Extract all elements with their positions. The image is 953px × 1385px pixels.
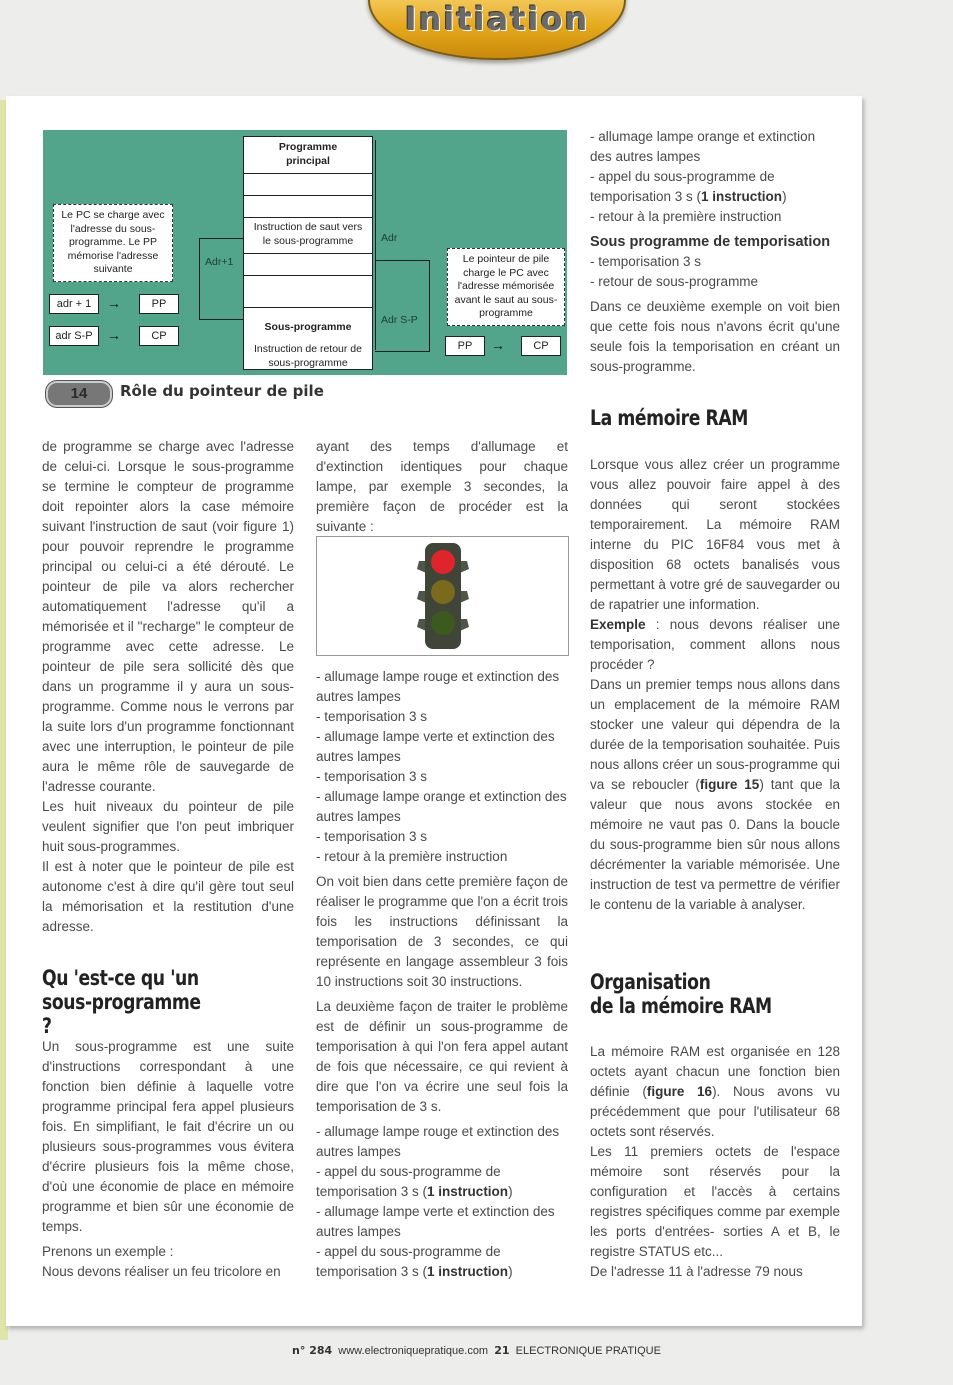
list-item: - allumage lampe orange et extinction des autres lampes (590, 129, 816, 164)
column-2-list (316, 667, 568, 1282)
figure-number-badge: 14 (46, 381, 112, 407)
paragraph: Les 11 premiers octets de l'espace mémoire sont réservés pour la configuration et l'accès à certains registres spécifiques comme par exemple les ports d'entrées- sorties A et B, le registre STATUS etc... (590, 1144, 840, 1259)
figure-caption: Rôle du pointeur de pile (120, 382, 324, 400)
figure-16-ref: figure 16 (646, 1084, 713, 1099)
heading-organisation-ram: Organisation de la mémoire RAM (590, 970, 772, 1018)
subheading-temporisation: Sous programme de temporisation (590, 234, 831, 250)
paragraph: ayant des temps d'allumage et d'extinction identiques pour chaque lampe, par exemple 3 secondes, la première façon de procéder est la suivante : (316, 439, 568, 534)
right-note: Le pointeur de pile charge le PC avec l'adresse mémorisée avant le saut au sous-programme (447, 248, 565, 326)
list-item: - allumage lampe verte et extinction des autres lampes (316, 729, 555, 764)
column-3-mid (590, 455, 840, 915)
column-3-top (590, 127, 840, 377)
paragraph: Les huit niveaux du pointeur de pile veulent signifier que l'on peut imbriquer huit sous-programmes. (42, 799, 294, 854)
list-item: - allumage lampe rouge et extinction des autres lampes (316, 1124, 560, 1159)
magazine-name: ELECTRONIQUE PRATIQUE (515, 1345, 661, 1357)
pp-box-right: PP (445, 336, 485, 356)
paragraph: On voit bien dans cette première façon de réaliser le programme que l'on a écrit trois fois les instructions définissant la temporisation de 3 secondes, ce qui représente en langage assembleur 3 fois 10 instructions soit 30 instructions. (316, 874, 568, 989)
page-number: 21 (494, 1344, 510, 1357)
list-item: - appel du sous-programme de temporisation 3 s (1 instruction) (316, 1164, 513, 1199)
list-item: - temporisation 3 s (316, 709, 428, 724)
list-item: - retour à la première instruction (316, 849, 508, 864)
list-item: - allumage lampe verte et extinction des autres lampes (316, 1204, 555, 1239)
page-footer (0, 1344, 953, 1357)
list-item: - temporisation 3 s (316, 829, 428, 844)
adr-plus-1-box: adr + 1 (49, 294, 99, 314)
instruction-count: 1 instruction (427, 1184, 509, 1199)
arrow-icon: → (107, 327, 121, 343)
instruction-count: 1 instruction (701, 189, 783, 204)
list-item: - temporisation 3 s (590, 254, 702, 269)
paragraph: Dans un premier temps nous allons dans un emplacement de la mémoire RAM stocker une valeur qui dépendra de la durée de la temporisation souhaitée. Puis nous allons créer un sous-programme qui va se reboucler (figure 15) tant que la valeur que nous avons stockée en mémoire ne vaut pas 0. Dans la boucle du sous-programme bien sûr nous allons décrémenter la variable mémorisée. Une instruction de test va permettre de vérifier le contenu de la variable à analyser. (590, 677, 840, 912)
list-item: - retour de sous-programme (590, 274, 759, 289)
list-item: - temporisation 3 s (316, 769, 428, 784)
subroutine-cell: Sous-programme (264, 321, 352, 333)
arrow-icon: → (491, 337, 505, 353)
paragraph: De l'adresse 11 à l'adresse 79 nous (590, 1264, 803, 1279)
column-3-lower (590, 1042, 840, 1282)
traffic-light-image (316, 536, 569, 656)
list-item: - appel du sous-programme de temporisation 3 s (1 instruction) (590, 169, 787, 204)
column-1 (42, 437, 294, 937)
pp-box: PP (139, 294, 179, 314)
list-item: - retour à la première instruction (590, 209, 782, 224)
traffic-light-icon (317, 537, 568, 655)
list-item: - allumage lampe rouge et extinction des autres lampes (316, 669, 560, 704)
adr-sp-box: adr S-P (49, 326, 99, 346)
return-instruction-cell: Instruction de retour de sous-programme (254, 343, 362, 369)
heading-sous-programme: Qu 'est-ce qu 'un sous-programme ? (42, 966, 201, 1038)
adr-sp-label: Adr S-P (381, 314, 418, 326)
list-item: - appel du sous-programme de temporisation 3 s (1 instruction) (316, 1244, 513, 1279)
paragraph: Nous devons réaliser un feu tricolore en (42, 1264, 281, 1279)
paragraph: de programme se charge avec l'adresse de celui-ci. Lorsque le sous-programme se termine le compteur de programme doit repointer alors la case mémoire suivant l'instruction de saut (voir figure 1) pour pouvoir reprendre le programme principal ou celui-ci a été dérouté. Le pointeur de pile va alors rechercher automatiquement l'adresse qu'il a mémorisée et il "recharge" le compteur de programme avec cette adresse. Le pointeur de pile sera sollicité dès que dans un programme il y aura un sous-programme. Comme nous le verrons par la suite lors d'un programme fonctionnant avec une interruption, le pointeur de pile aura le même rôle de sauvegarde de l'adresse courante. (42, 439, 294, 794)
paragraph: Prenons un exemple : (42, 1244, 174, 1259)
cp-box-right: CP (521, 336, 561, 356)
column-1-lower (42, 1037, 294, 1282)
left-note: Le PC se charge avec l'adresse du sous-programme. Le PP mémorise l'adresse suivante (53, 204, 173, 282)
paragraph: Dans ce deuxième exemple on voit bien que cette fois nous n'avons écrit qu'une seule fois la temporisation en créant un sous-programme. (590, 299, 840, 374)
paragraph: Un sous-programme est une suite d'instructions correspondant à une fonction bien définie à laquelle votre programme principal fera appel plusieurs fois. En simplifiant, le fait d'écrire un ou plusieurs sous-programmes vous évitera d'écrire plusieurs fois la même chose, d'où une économie de place en mémoire programme et bien sûr une économie de temps. (42, 1039, 294, 1234)
paragraph: Exemple : nous devons réaliser une temporisation, comment allons nous procéder ? (590, 617, 840, 672)
program-memory-stack (243, 136, 373, 370)
paragraph: La deuxième façon de traiter le problème est de définir un sous-programme de temporisation à qui l'on fera appel autant de fois que nécessaire, ce qui revient à dire que l'on va écrire une seul fois la temporisation de 3 s. (316, 999, 568, 1114)
jump-instruction-cell: Instruction de saut vers le sous-programme (253, 221, 363, 247)
paragraph: Lorsque vous allez créer un programme vous allez pouvoir faire appel à des données qui seront stockées temporairement. La mémoire RAM interne du PIC 16F84 vous met à disposition 68 octets banalisés vous permettant à votre gré de sauvegarder ou de rapatrier une information. (590, 457, 840, 612)
figure-15-ref: figure 15 (699, 777, 760, 792)
issue-number: n° 284 (292, 1344, 333, 1357)
arrow-icon: → (107, 295, 121, 311)
paragraph: La mémoire RAM est organisée en 128 octets ayant chacun une fonction bien définie (figure 16). Nous avons vu précédemment que pour l'utilisateur 68 octets sont réservés. (590, 1044, 840, 1139)
column-2-top (316, 437, 568, 537)
stack-title: Programme principal (278, 141, 338, 167)
figure-14-diagram (43, 130, 567, 375)
website-url: www.electroniquepratique.com (338, 1345, 489, 1357)
instruction-count: 1 instruction (427, 1264, 509, 1279)
adr-label: Adr (381, 232, 398, 244)
heading-memoire-ram: La mémoire RAM (590, 406, 749, 430)
section-banner-title: Initiation (404, 0, 590, 38)
list-item: - allumage lampe orange et extinction des autres lampes (316, 789, 567, 824)
cp-box: CP (139, 326, 179, 346)
adr-plus-1-label: Adr+1 (205, 256, 234, 268)
paragraph: Il est à noter que le pointeur de pile est autonome c'est à dire qu'il gère tout seul la mémorisation et la restitution d'une adresse. (42, 859, 294, 934)
example-label: Exemple (590, 617, 646, 632)
